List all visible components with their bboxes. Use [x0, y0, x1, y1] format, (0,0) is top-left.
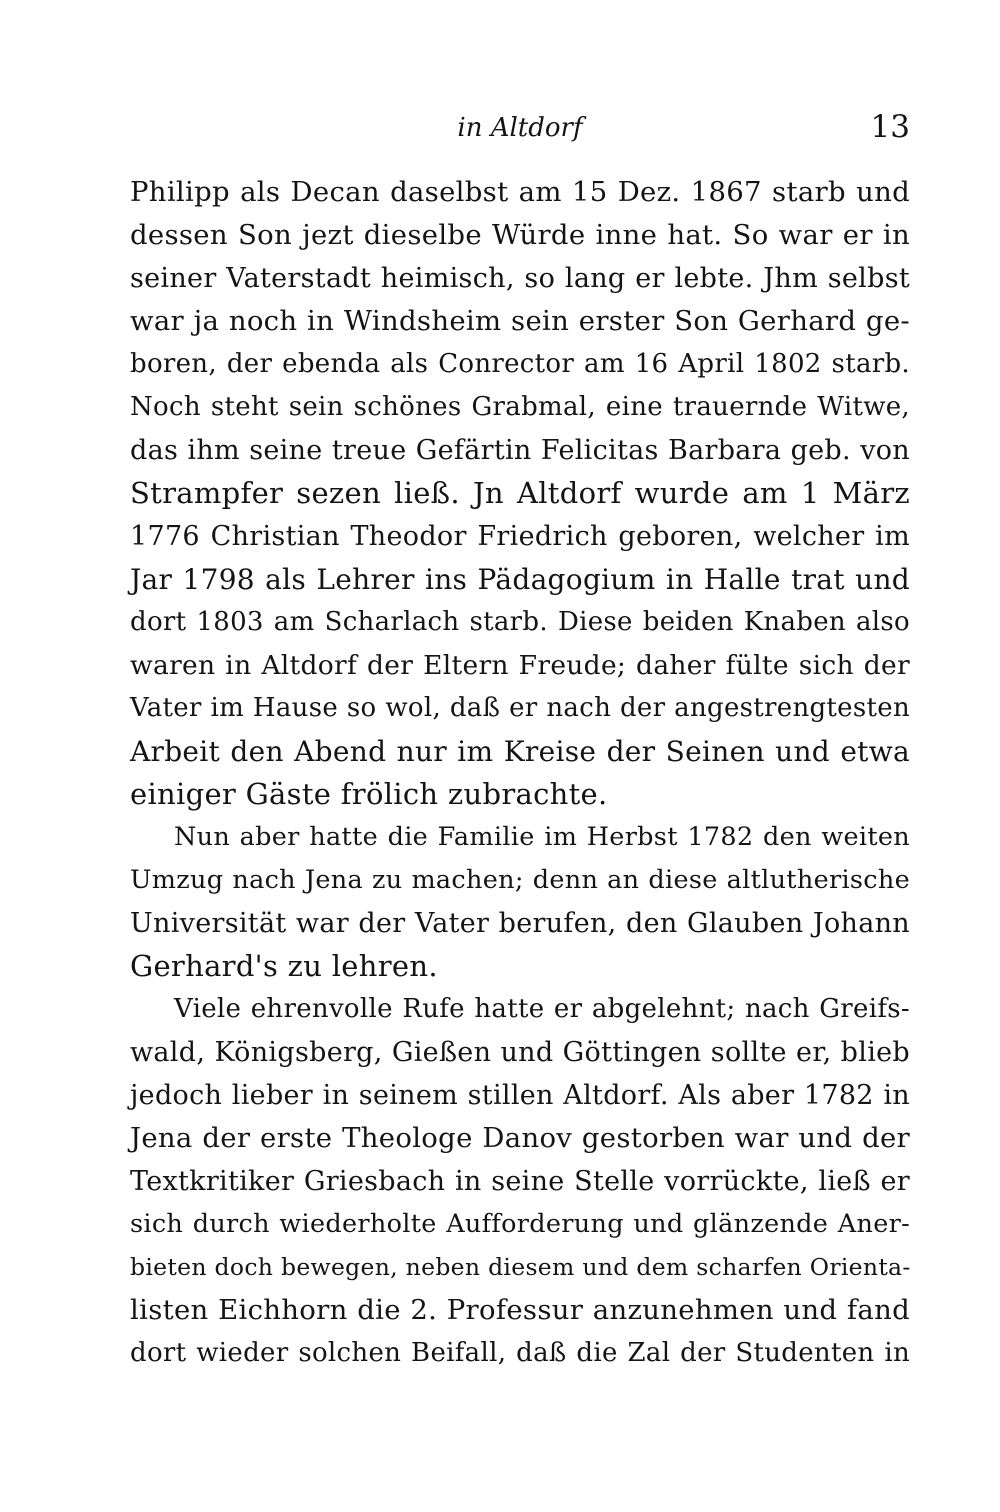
text-line: dessen Son jezt dieselbe Würde inne hat. So war er in — [130, 219, 910, 251]
text-line: seiner Vaterstadt heimisch, so lang er lebte. Jhm selbst — [130, 263, 910, 294]
text-line: das ihm seine treue Gefärtin Felicitas Barbara geb. von — [130, 435, 910, 466]
text-line: wald, Königsberg, Gießen und Göttingen sollte er, blieb — [130, 1037, 910, 1068]
text-line: Strampfer sezen ließ. Jn Altdorf wurde am 1 März — [130, 476, 910, 510]
paragraph — [130, 171, 910, 816]
text-line: dort 1803 am Scharlach starb. Diese beiden Knaben also — [130, 607, 910, 637]
paragraph — [130, 816, 910, 988]
text-line: Universität war der Vater berufen, den Glauben Johann — [130, 908, 910, 939]
text-line: jedoch lieber in seinem stillen Altdorf. Als aber 1782 in — [130, 1080, 910, 1111]
text-line: Jena der erste Theologe Danov gestorben war und der — [130, 1122, 910, 1154]
text-line: sich durch wiederholte Aufforderung und glänzende Aner- — [130, 1209, 910, 1239]
text-line: Nun aber hatte die Familie im Herbst 1782 den weiten — [174, 822, 910, 852]
text-line: Jar 1798 als Lehrer ins Pädagogium in Halle trat und — [130, 563, 910, 596]
page-number: 13 — [870, 109, 910, 145]
text-line: Noch steht sein schönes Grabmal, eine trauernde Witwe, — [130, 392, 910, 422]
text-line: Philipp als Decan daselbst am 15 Dez. 1867 starb und — [130, 176, 910, 208]
page-header — [130, 105, 910, 155]
text-line: einiger Gäste frölich zubrachte. — [130, 777, 608, 811]
text-line: war ja noch in Windsheim sein erster Son Gerhard ge- — [130, 305, 910, 337]
text-line: boren, der ebenda als Conrector am 16 April 1802 starb. — [130, 349, 910, 379]
paragraph — [130, 988, 910, 1375]
text-line: Umzug nach Jena zu machen; denn an diese altlutherische — [130, 865, 910, 895]
text-line: Arbeit den Abend nur im Kreise der Seinen und etwa — [130, 735, 910, 768]
running-head: in Altdorf — [457, 113, 583, 143]
text-line: listen Eichhorn die 2. Professur anzunehmen und fand — [130, 1294, 910, 1326]
text-line: bieten doch bewegen, neben diesem und dem scharfen Orienta- — [130, 1253, 911, 1281]
text-line: Gerhard's zu lehren. — [130, 949, 438, 983]
text-line: Viele ehrenvolle Rufe hatte er abgelehnt; nach Greifs- — [174, 994, 910, 1024]
body-text — [130, 171, 910, 1375]
text-line: Vater im Hause so wol, daß er nach der angestrengtesten — [130, 693, 910, 723]
text-line: Textkritiker Griesbach in seine Stelle vorrückte, ließ er — [130, 1166, 910, 1197]
text-line: dort wieder solchen Beifall, daß die Zal der Studenten in — [130, 1338, 910, 1368]
text-line: waren in Altdorf der Eltern Freude; daher fülte sich der — [130, 650, 910, 681]
text-line: 1776 Christian Theodor Friedrich geboren, welcher im — [130, 521, 910, 552]
